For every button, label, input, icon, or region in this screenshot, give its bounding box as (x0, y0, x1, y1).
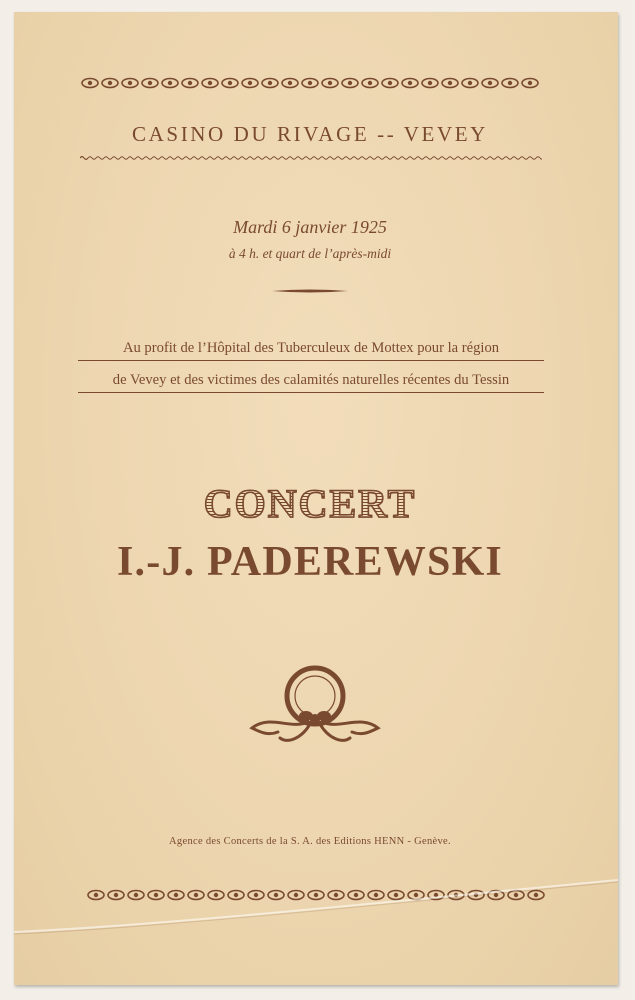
venue-underline-icon (80, 155, 542, 161)
program-sheet (14, 12, 618, 985)
agency-credit: Agence des Concerts de la S. A. des Editions HENN - Genève. (169, 836, 451, 847)
benefit-line-1: Au profit de l’Hôpital des Tuberculeux de Mottex pour la région (78, 340, 544, 361)
concert-title: CONCERT (78, 480, 542, 527)
paper-crease (14, 870, 618, 950)
divider-dash-icon (272, 288, 348, 294)
artist-name: I.-J. PADEREWSKI (117, 539, 503, 585)
benefit-line-2: de Vevey et des victimes des calamités naturelles récentes du Tessin (78, 372, 544, 393)
concert-date: Mardi 6 janvier 1925 (233, 217, 387, 237)
venue-heading: CASINO DU RIVAGE -- VEVEY (132, 122, 488, 146)
laurel-wreath-ribbon-icon (240, 662, 390, 752)
top-chain-border-icon (80, 76, 540, 90)
concert-time: à 4 h. et quart de l’après-midi (228, 246, 392, 261)
bottom-chain-border-icon (86, 888, 546, 902)
